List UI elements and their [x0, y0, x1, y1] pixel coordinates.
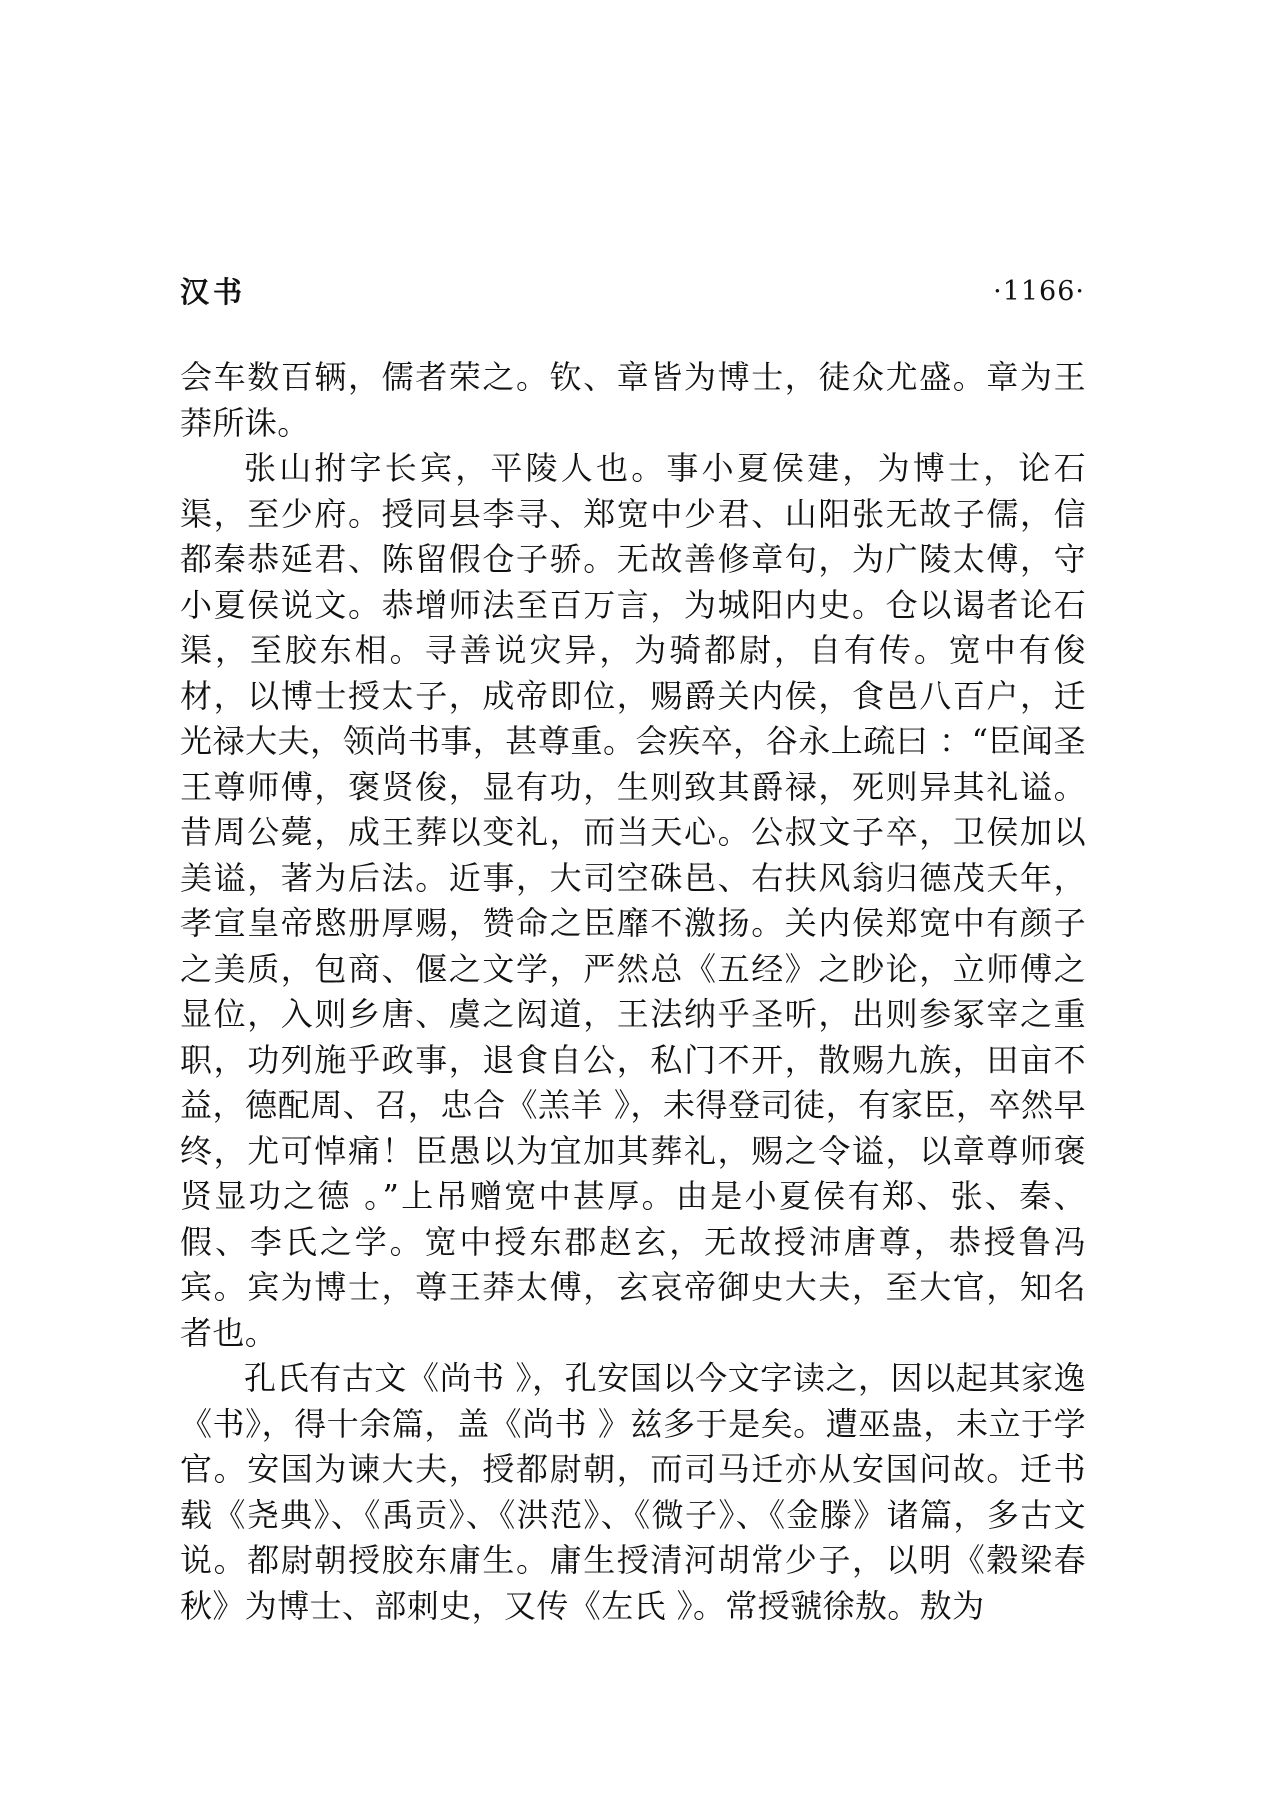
running-header: [180, 272, 1085, 316]
paragraph-kong-shi-guwen: 孔氏有古文《尚书 》，孔安国以今文字读之，因以起其家逸《书》，得十余篇，盖《尚书 》兹多于是矣。遭巫蛊，未立于学官。安国为谏大夫，授都尉朝，而司马迁亦从安国问故。迁书载《尧典》、《禹贡》、《洪范》、《微子》、《金滕》诸篇，多古文说。都尉朝授胶东庸生。庸生授清河胡常少子，以明《穀梁春秋》为博士、部刺史，又传《左氏 》。常授虢徐敖。敖为: [180, 1359, 1086, 1625]
page-number: ·1166·: [993, 276, 1085, 307]
paragraph-continuation: 会车数百辆，儒者荣之。钦、章皆为博士，徒众尤盛。章为王莽所诛。: [180, 358, 1086, 442]
paragraph-zhang-shanfu: 张山拊字长宾，平陵人也。事小夏侯建，为博士，论石渠，至少府。授同县李寻、郑宽中少君、山阳张无故子儒，信都秦恭延君、陈留假仓子骄。无故善修章句，为广陵太傅，守小夏侯说文。恭增师法至百万言，为城阳内史。仓以谒者论石渠，至胶东相。寻善说灾异，为骑都尉，自有传。宽中有俊材，以博士授太子，成帝即位，赐爵关内侯，食邑八百户，迁光禄大夫，领尚书事，甚尊重。会疾卒，谷永上疏曰 ：“臣闻圣王尊师傅，褒贤俊，显有功，生则致其爵禄，死则异其礼谥。昔周公薨，成王葬以变礼，而当天心。公叔文子卒，卫侯加以美谥，著为后法。近事，大司空硃邑、右扶风翁归德茂夭年，孝宣皇帝愍册厚赐，赞命之臣靡不激扬。关内侯郑宽中有颜子之美质，包商、偃之文学，严然总《五经》之眇论，立师傅之显位，入则乡唐、虞之闳道，王法纳乎圣听，出则参冢宰之重职，功列施乎政事，退食自公，私门不开，散赐九族，田亩不益，德配周、召，忠合《羔羊 》，未得登司徒，有家臣，卒然早终，尤可悼痛！臣愚以为宜加其葬礼，赐之令谥，以章尊师褒贤显功之德 。”上吊赠宽中甚厚。由是小夏侯有郑、张、秦、假、李氏之学。宽中授东郡赵玄，无故授沛唐尊，恭授鲁冯宾。宾为博士，尊王莽太傅，玄哀帝御史大夫，至大官，知名者也。: [180, 449, 1086, 1352]
body-text: [180, 355, 1086, 1629]
book-title: 汉书: [180, 275, 247, 309]
